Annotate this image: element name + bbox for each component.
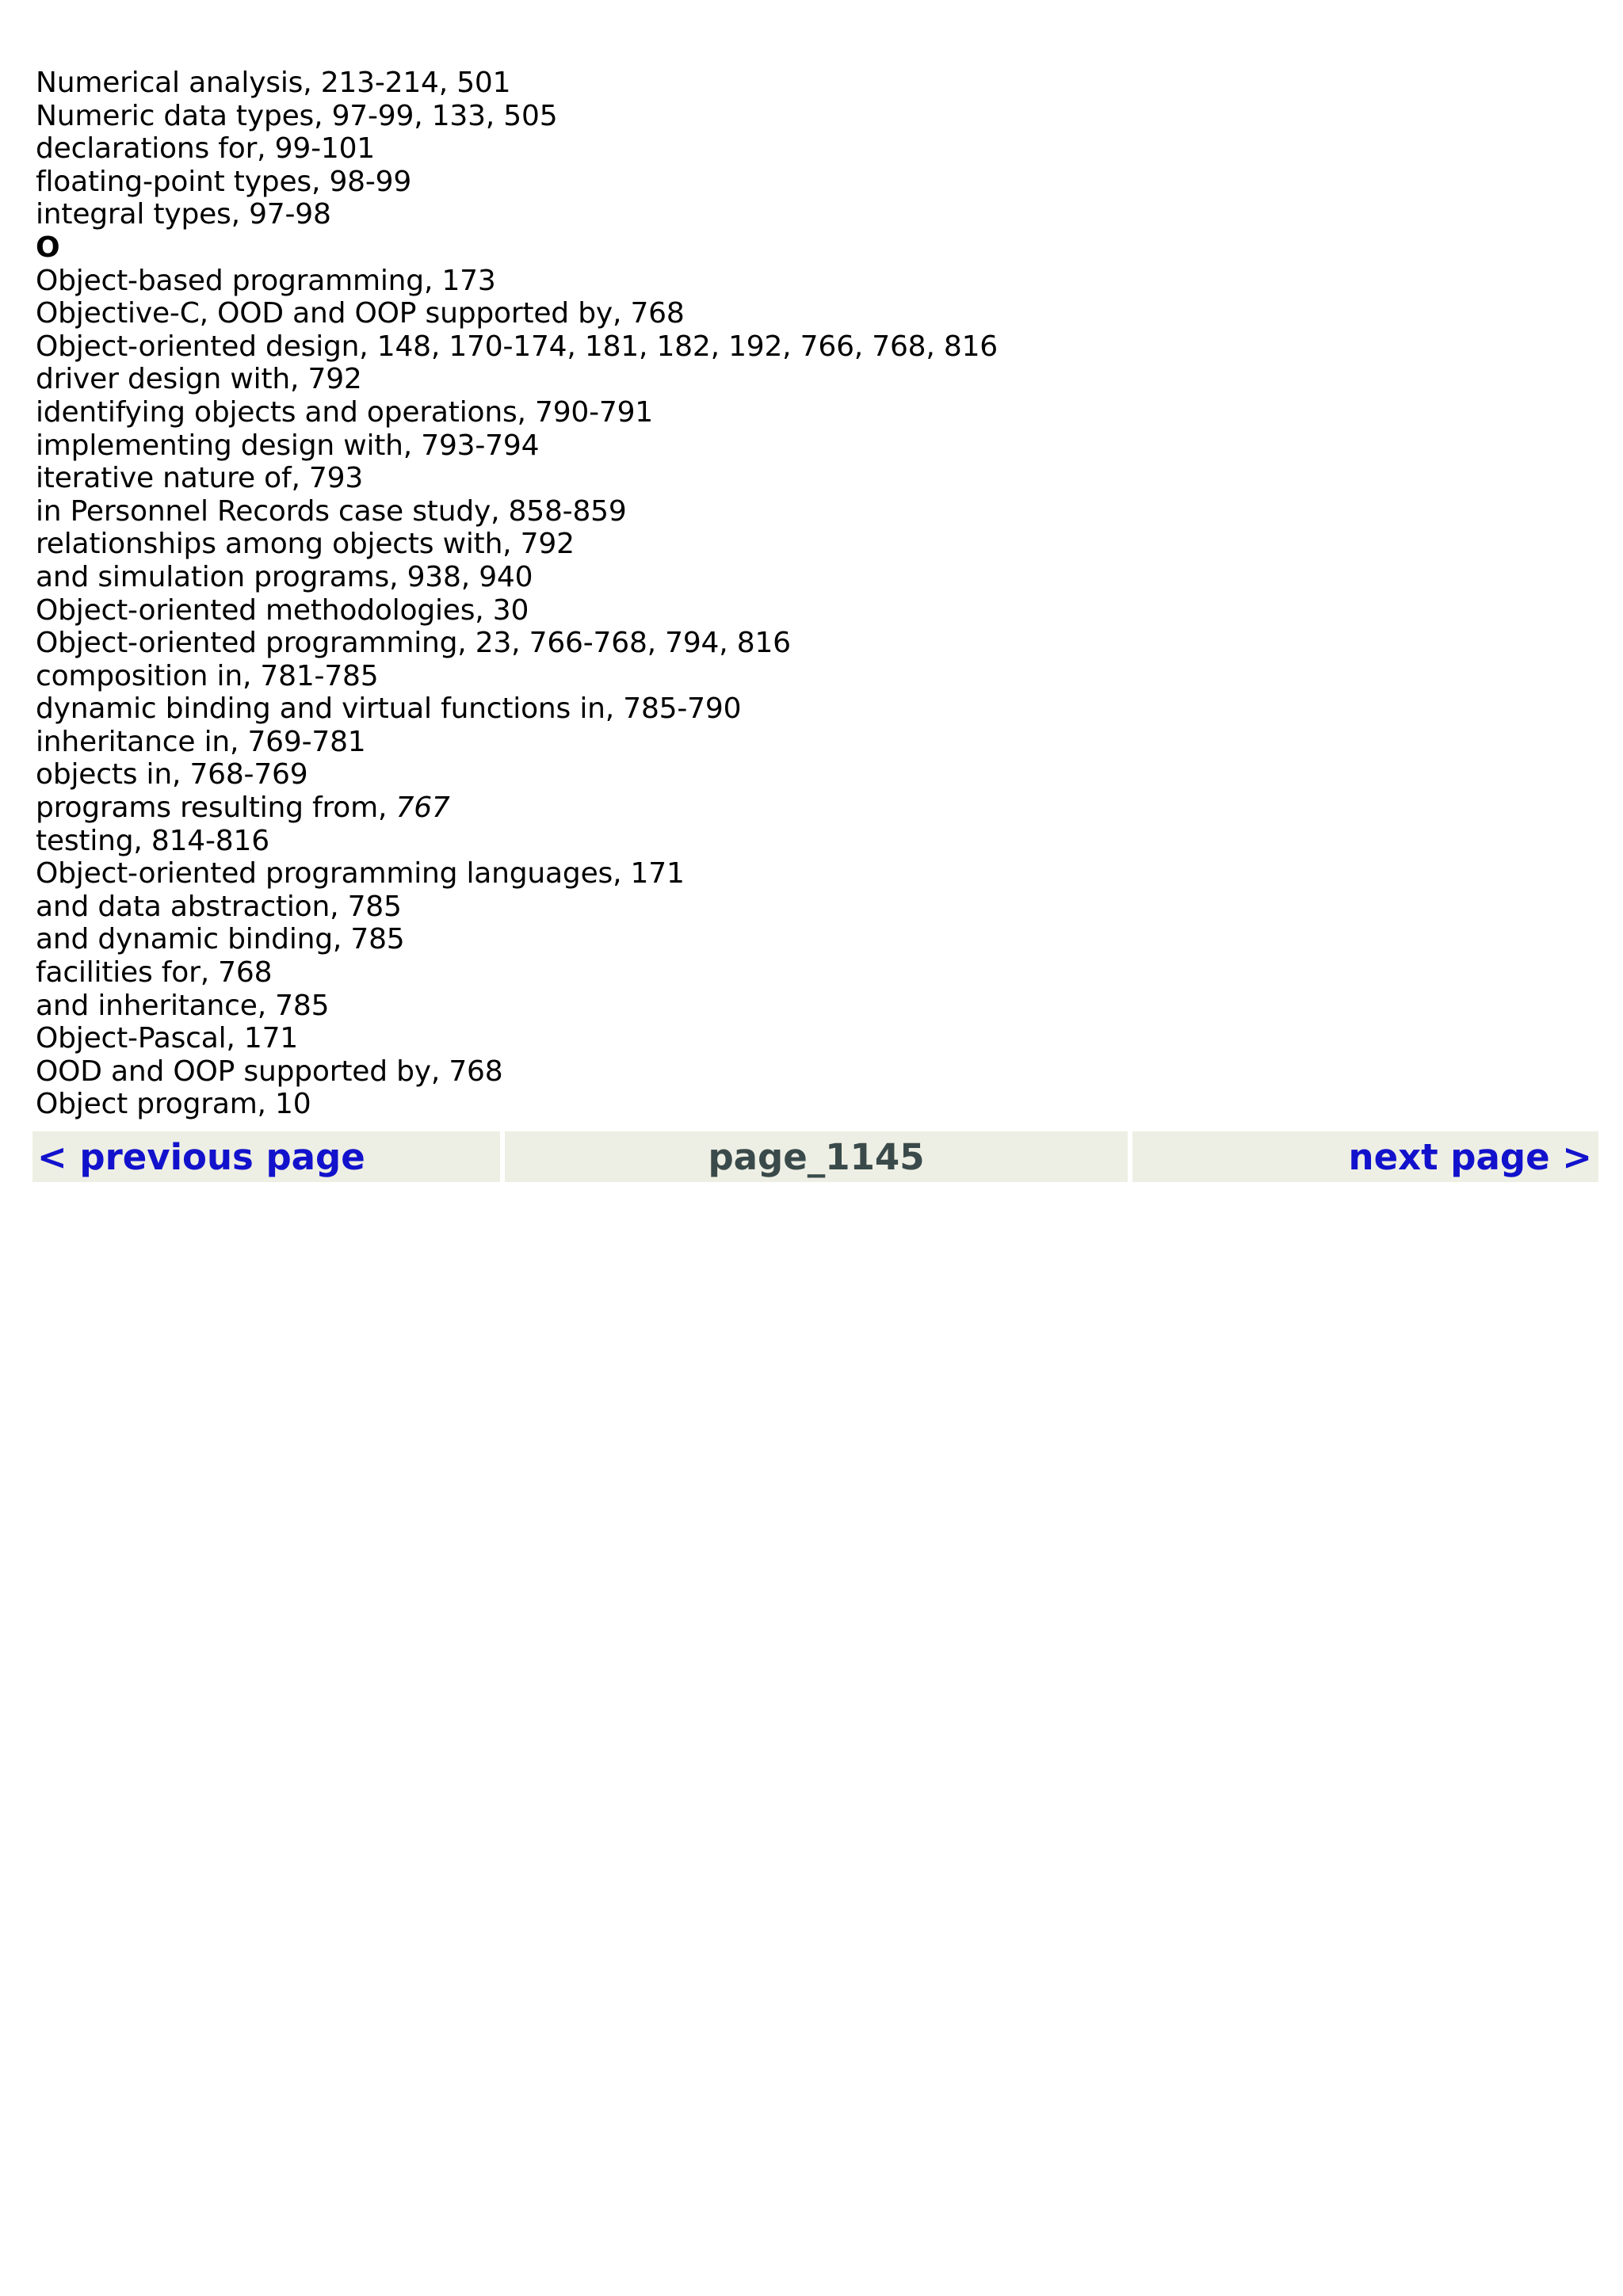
previous-page-cell [32, 1131, 500, 1182]
next-page-cell [1132, 1131, 1598, 1182]
index-entry: integral types, 97-98 [36, 198, 331, 231]
index-entry: Object-oriented methodologies, 30 [36, 593, 529, 627]
index-entry: facilities for, 768 [36, 956, 273, 990]
index-entry: OOD and OOP supported by, 768 [36, 1055, 503, 1088]
index-entry: relationships among objects with, 792 [36, 528, 575, 561]
page-number-label: page_1145 [708, 1135, 925, 1178]
index-entry: Object-Pascal, 171 [36, 1022, 298, 1055]
index-section-heading: O [36, 231, 60, 264]
index-entry: Object-oriented programming languages, 171 [36, 857, 685, 891]
index-entry-italic-page: 767 [395, 791, 450, 825]
page-number-cell [505, 1131, 1128, 1182]
index-entry [36, 791, 1589, 825]
index-entry: identifying objects and operations, 790-791 [36, 395, 654, 429]
index-entry: and simulation programs, 938, 940 [36, 560, 533, 593]
previous-page-link[interactable]: < previous page [37, 1135, 365, 1178]
index-entry: Object-based programming, 173 [36, 264, 496, 297]
index-entry: and dynamic binding, 785 [36, 923, 405, 956]
index-entry: floating-point types, 98-99 [36, 165, 412, 198]
index-list [36, 67, 1589, 1121]
index-entry: and data abstraction, 785 [36, 890, 402, 923]
index-entry: Object-oriented design, 148, 170-174, 181, 182, 192, 766, 768, 816 [36, 330, 998, 363]
index-entry: and inheritance, 785 [36, 989, 330, 1022]
index-entry: driver design with, 792 [36, 363, 362, 396]
index-entry: Numeric data types, 97-99, 133, 505 [36, 99, 558, 132]
index-entry: Object program, 10 [36, 1088, 311, 1121]
index-entry: testing, 814-816 [36, 824, 269, 857]
index-entry: iterative nature of, 793 [36, 462, 364, 495]
index-entry: Objective-C, OOD and OOP supported by, 768 [36, 297, 685, 330]
index-entry: composition in, 781-785 [36, 659, 379, 692]
index-entry: inheritance in, 769-781 [36, 725, 366, 758]
index-entry: in Personnel Records case study, 858-859 [36, 494, 627, 528]
index-entry-text: programs resulting from, [36, 791, 396, 825]
index-entry: Numerical analysis, 213-214, 501 [36, 67, 511, 99]
index-entry: declarations for, 99-101 [36, 132, 375, 166]
next-page-link[interactable]: next page > [1348, 1135, 1592, 1178]
index-entry: Object-oriented programming, 23, 766-768, 794, 816 [36, 627, 791, 660]
page-navigation-bar [32, 1131, 1598, 1182]
index-entry: dynamic binding and virtual functions in, 785-790 [36, 692, 742, 726]
index-entry: implementing design with, 793-794 [36, 429, 540, 462]
index-entry: objects in, 768-769 [36, 758, 308, 791]
